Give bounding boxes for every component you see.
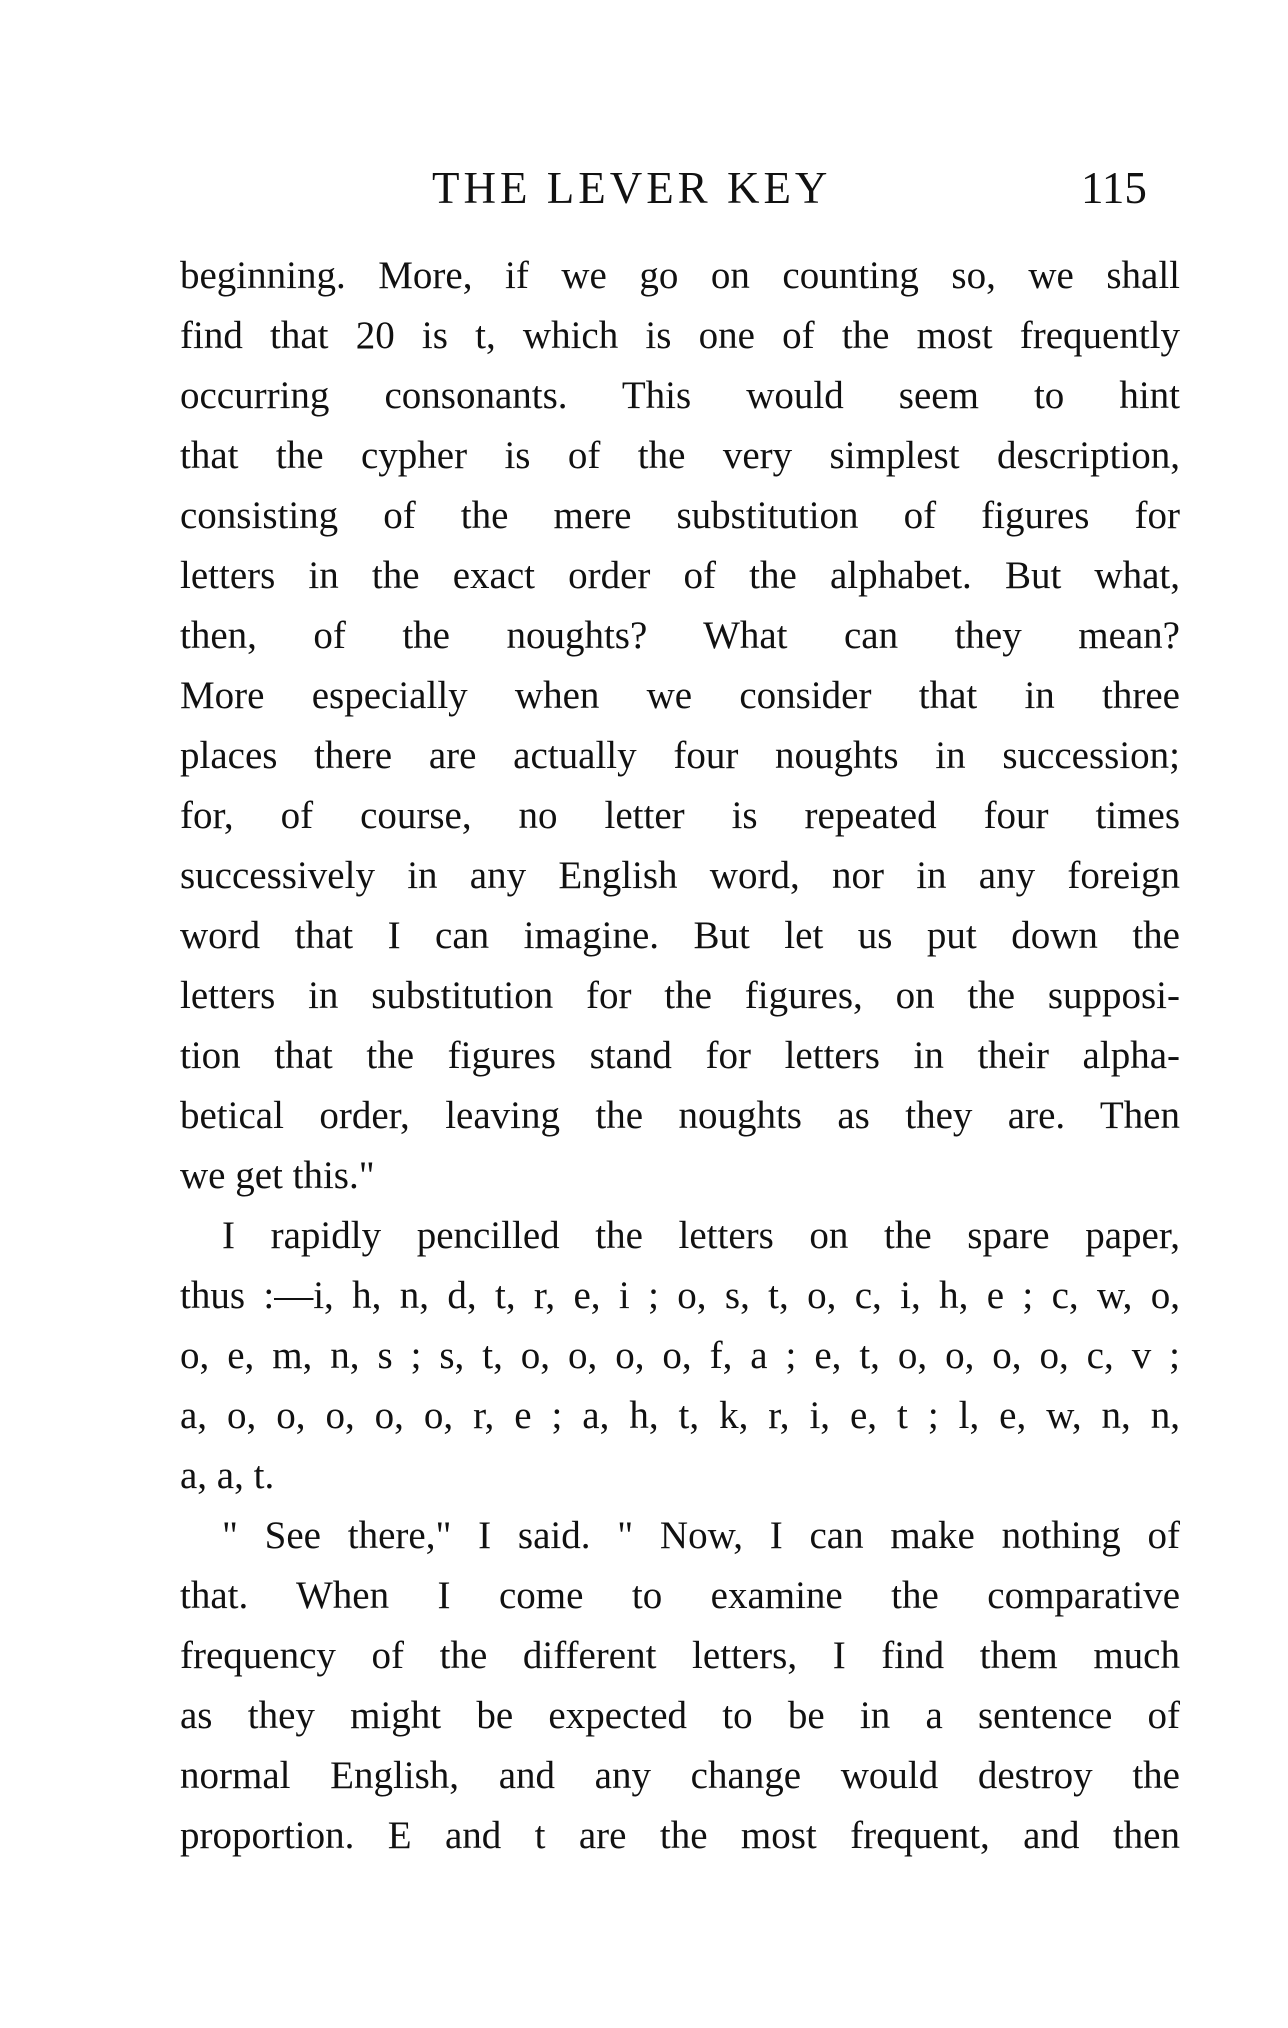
text-line: betical order, leaving the noughts as they are. Then xyxy=(180,1094,1180,1137)
text-line: letters in substitution for the figures, on the supposi- xyxy=(180,974,1180,1017)
text-line: I rapidly pencilled the letters on the spare paper, xyxy=(222,1214,1180,1257)
text-line: frequency of the different letters, I find them much xyxy=(180,1634,1180,1677)
text-line: normal English, and any change would destroy the xyxy=(180,1754,1180,1797)
page-number: 115 xyxy=(1081,163,1147,213)
text-line: that. When I come to examine the comparative xyxy=(180,1574,1180,1617)
running-head: THE LEVER KEY xyxy=(432,163,832,213)
text-line: letters in the exact order of the alphabet. But what, xyxy=(180,554,1180,597)
page-header xyxy=(180,158,1180,218)
text-line: occurring consonants. This would seem to hint xyxy=(180,374,1180,417)
text-line: proportion. E and t are the most frequent, and then xyxy=(180,1814,1180,1857)
text-line: tion that the figures stand for letters in their alpha- xyxy=(180,1034,1180,1077)
text-line: that the cypher is of the very simplest description, xyxy=(180,434,1180,477)
text-line: then, of the noughts? What can they mean? xyxy=(180,614,1180,657)
text-line: word that I can imagine. But let us put down the xyxy=(180,914,1180,957)
text-line: as they might be expected to be in a sentence of xyxy=(180,1694,1180,1737)
body-text xyxy=(180,246,1180,1866)
text-line: successively in any English word, nor in any foreign xyxy=(180,854,1180,897)
text-line: places there are actually four noughts in succession; xyxy=(180,734,1180,777)
text-line: o, e, m, n, s ; s, t, o, o, o, o, f, a ; e, t, o, o, o, o, c, v ; xyxy=(180,1334,1180,1377)
text-line: find that 20 is t, which is one of the most frequently xyxy=(180,314,1180,357)
text-line: More especially when we consider that in three xyxy=(180,674,1180,717)
text-line: thus :—i, h, n, d, t, r, e, i ; o, s, t, o, c, i, h, e ; c, w, o, xyxy=(180,1274,1180,1317)
text-line: " See there," I said. " Now, I can make nothing of xyxy=(222,1514,1180,1557)
text-line: for, of course, no letter is repeated four times xyxy=(180,794,1180,837)
text-line: consisting of the mere substitution of figures for xyxy=(180,494,1180,537)
text-line: a, o, o, o, o, o, r, e ; a, h, t, k, r, i, e, t ; l, e, w, n, n, xyxy=(180,1394,1180,1437)
text-line: beginning. More, if we go on counting so, we shall xyxy=(180,254,1180,297)
text-line: a, a, t. xyxy=(180,1454,275,1497)
text-line: we get this." xyxy=(180,1154,375,1197)
